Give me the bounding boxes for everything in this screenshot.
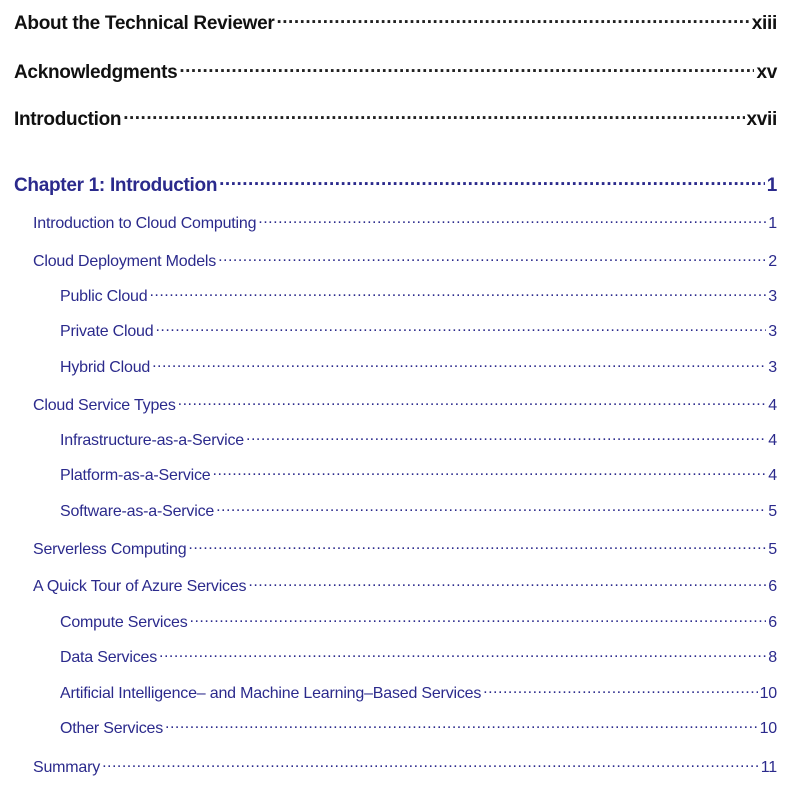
toc-subsection[interactable] [60, 500, 777, 521]
toc-section-page: 6 [768, 578, 777, 595]
toc-subsection-label: Compute Services [60, 614, 188, 631]
toc-section[interactable] [33, 756, 777, 777]
toc-entry-page: xvii [746, 109, 777, 130]
dot-leader [152, 356, 766, 372]
toc-section[interactable] [33, 394, 777, 415]
toc-subsection-label: Platform-as-a-Service [60, 467, 211, 484]
toc-subsection-label: Infrastructure-as-a-Service [60, 432, 244, 449]
toc-subsection-page: 3 [768, 288, 777, 305]
dot-leader [178, 394, 767, 410]
toc-section-page: 5 [768, 541, 777, 558]
toc-subsection-page: 10 [759, 685, 777, 702]
dot-leader [483, 682, 757, 698]
dot-leader [218, 250, 766, 266]
dot-leader [246, 429, 766, 445]
toc-section-label: A Quick Tour of Azure Services [33, 578, 247, 595]
toc-subsection-label: Artificial Intelligence– and Machine Learning–Based Services [60, 685, 482, 702]
toc-subsection-page: 5 [768, 503, 777, 520]
dot-leader [149, 285, 766, 301]
toc-subsection-page: 3 [768, 359, 777, 376]
toc-subsection-label: Public Cloud [60, 288, 148, 305]
toc-section-page: 11 [760, 759, 777, 776]
toc-chapter-label: Chapter 1: Introduction [14, 175, 218, 196]
toc-entry-acknowledgments[interactable] [14, 59, 777, 84]
toc-chapter-page: 1 [766, 175, 777, 196]
toc-entry-introduction[interactable] [14, 106, 777, 131]
toc-entry-label: About the Technical Reviewer [14, 13, 275, 34]
toc-subsection-page: 10 [759, 720, 777, 737]
toc-subsection[interactable] [60, 285, 777, 306]
dot-leader [155, 320, 766, 336]
toc-section[interactable] [33, 538, 777, 559]
toc-subsection-label: Other Services [60, 720, 164, 737]
toc-entry-label: Acknowledgments [14, 62, 178, 83]
dot-leader [123, 106, 744, 125]
toc-subsection[interactable] [60, 464, 777, 485]
toc-subsection-page: 3 [768, 323, 777, 340]
toc-subsection-page: 6 [768, 614, 777, 631]
toc-chapter-1[interactable] [14, 172, 777, 197]
toc-entry-label: Introduction [14, 109, 122, 130]
dot-leader [258, 212, 766, 228]
dot-leader [159, 646, 766, 662]
toc-section-label: Introduction to Cloud Computing [33, 215, 257, 232]
toc-subsection[interactable] [60, 429, 777, 450]
toc-section-label: Cloud Service Types [33, 397, 176, 414]
toc-section[interactable] [33, 250, 777, 271]
toc-section-label: Serverless Computing [33, 541, 187, 558]
dot-leader [216, 500, 766, 516]
toc-subsection-page: 4 [768, 432, 777, 449]
toc-entry-page: xv [756, 62, 777, 83]
toc-entry-page: xiii [751, 13, 777, 34]
toc-subsection[interactable] [60, 356, 777, 377]
toc-section[interactable] [33, 575, 777, 596]
toc-section-page: 1 [768, 215, 777, 232]
toc-subsection[interactable] [60, 320, 777, 341]
toc-subsection-label: Software-as-a-Service [60, 503, 215, 520]
toc-subsection-page: 4 [768, 467, 777, 484]
toc-subsection[interactable] [60, 682, 777, 703]
toc-subsection[interactable] [60, 611, 777, 632]
toc-subsection-label: Private Cloud [60, 323, 154, 340]
toc-section[interactable] [33, 212, 777, 233]
dot-leader [179, 59, 754, 78]
dot-leader [213, 464, 767, 480]
toc-section-label: Summary [33, 759, 101, 776]
toc-section-page: 4 [768, 397, 777, 414]
dot-leader [190, 611, 767, 627]
dot-leader [102, 756, 759, 772]
dot-leader [248, 575, 766, 591]
toc-subsection-page: 8 [768, 649, 777, 666]
dot-leader [188, 538, 766, 554]
toc-subsection-label: Data Services [60, 649, 157, 666]
toc-subsection[interactable] [60, 646, 777, 667]
toc-subsection[interactable] [60, 717, 777, 738]
toc-entry-about-reviewer[interactable] [14, 10, 777, 35]
dot-leader [276, 10, 749, 29]
toc-subsection-label: Hybrid Cloud [60, 359, 151, 376]
dot-leader [165, 717, 758, 733]
toc-section-label: Cloud Deployment Models [33, 253, 217, 270]
dot-leader [219, 172, 765, 191]
toc-section-page: 2 [768, 253, 777, 270]
